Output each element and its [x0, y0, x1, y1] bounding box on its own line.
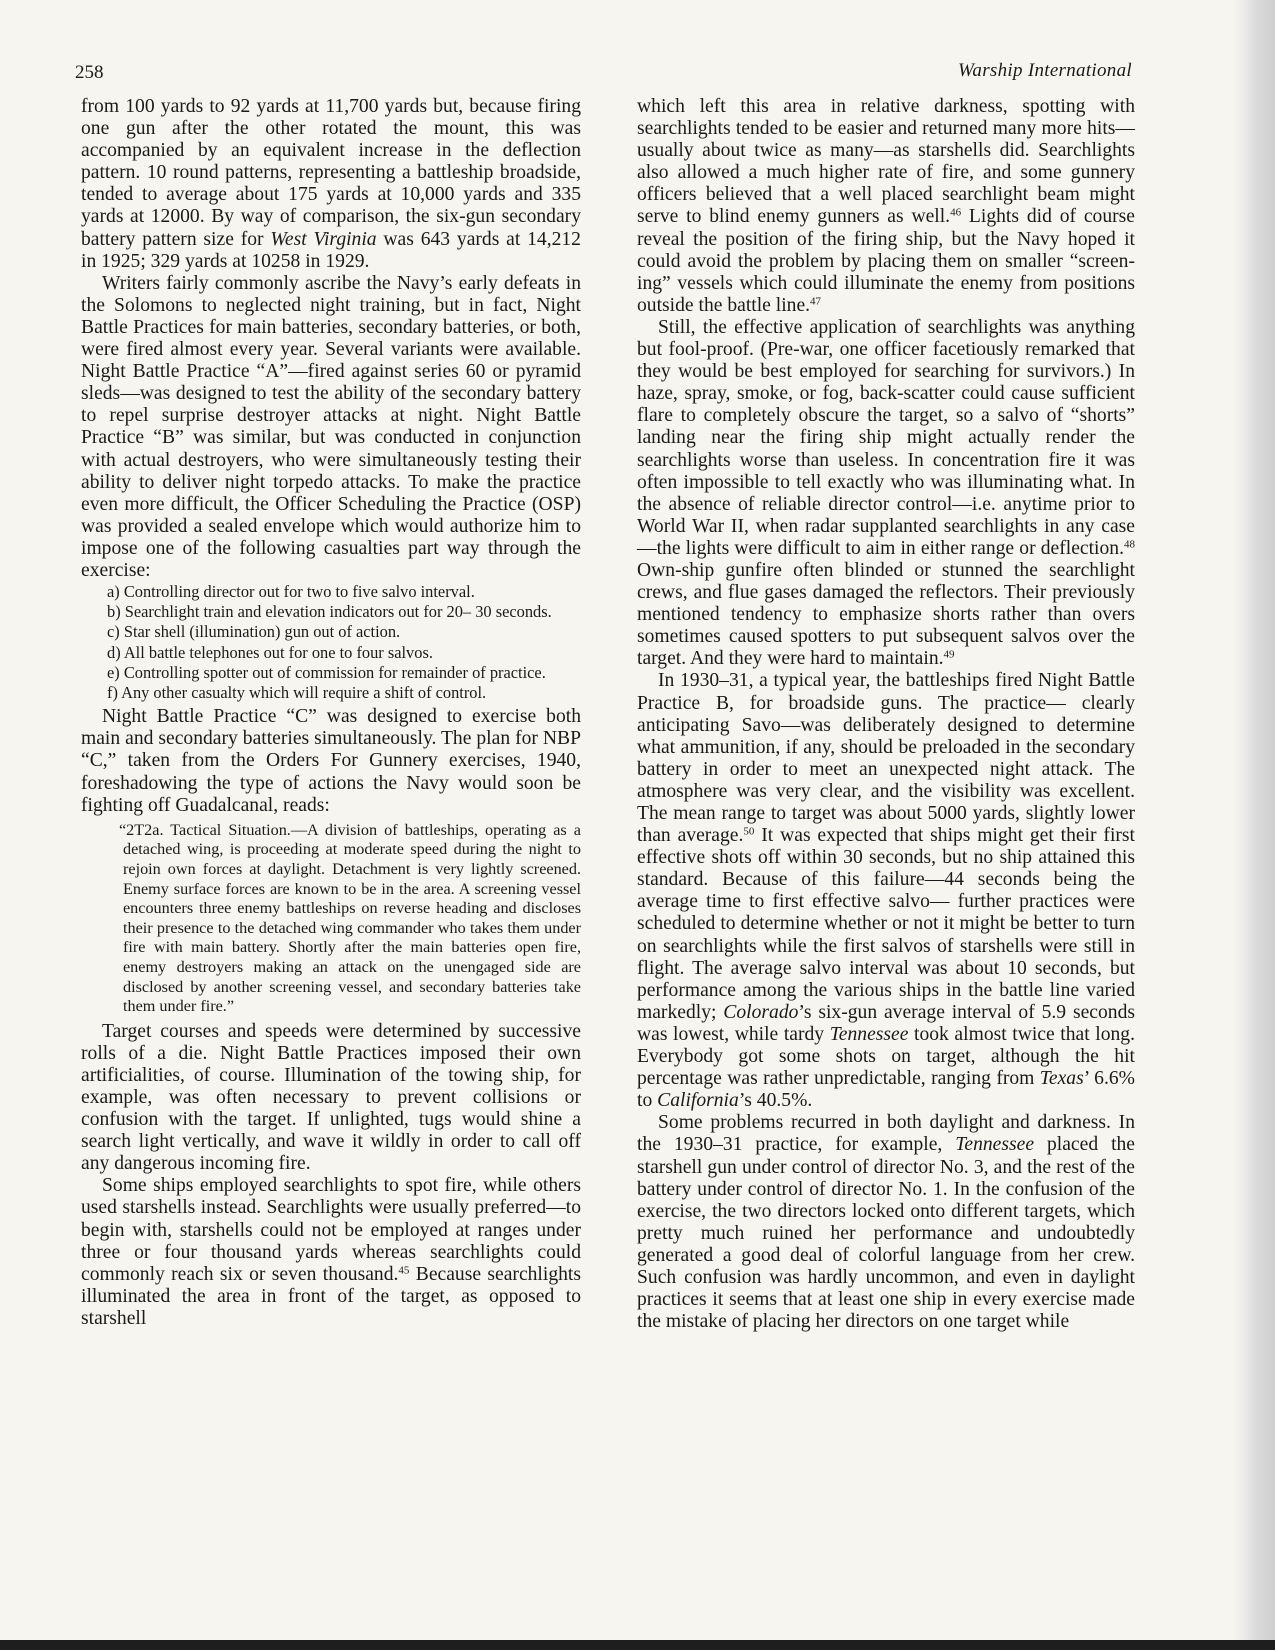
casualty-list: [81, 582, 581, 703]
paragraph: In 1930–31, a typical year, the battleships fired Night Battle Practice B, for broadside guns. The practice— clearly anticipating Savo—was deliberately designed to determine what ammunition, if any, should be preloaded in the secondary battery in order to meet an unexpected night attack. The atmosphere was very clear, and the visibility was excellent. The mean range to target was about 5000 yards, slightly lower than average.$^{50}$ It was expected that ships might get their first effective shots off within 30 seconds, but no ship attained this standard. Because of this failure—44 seconds being the average time to first effective salvo— further practices were scheduled to determine whether or not it might be better to turn on searchlights while the first salvos of starshells were still in flight. The average salvo interval was about 10 seconds, but performance among the various ships in the battle line varied markedly; Colorado’s six-gun average interval of 5.9 seconds was lowest, while tardy Tennessee took almost twice that long. Everybody got some shots on target, although the hit percentage was rather unpredictable, ranging from Texas’ 6.6% to California’s 40.5%.: [637, 670, 1135, 1112]
ship-name: West Virginia: [270, 228, 377, 250]
ship-name: Colorado: [723, 1001, 799, 1023]
footnote-ref: 49: [943, 648, 955, 661]
paragraph: Still, the effective application of searchlights was anything but fool-proof. (Pre-war, one officer facetiously remarked that they would be best employed for searching for survivors.) In haze, spray, smoke, or fog, back-scatter could cause sufficient flare to completely obscure the target, so a salvo of “shorts” landing near the firing ship might actually render the searchlights worse than useless. In concentration fire it was often impossible to tell exactly who was illuminating what. In the absence of reliable director control—i.e. anytime prior to World War II, when radar supplanted searchlights in any case—the lights were difficult to aim in either range or deflection.$^{48}$ Own-ship gunfire often blinded or stunned the searchlight crews, and flue gases damaged the reflectors. Their previously mentioned tendency to emphasize shorts rather than overs sometimes caused spotters to put subsequent salvos over the target. And they were hard to maintain.$^{49}$: [637, 316, 1135, 670]
list-item: d) All battle telephones out for one to four salvos.: [107, 642, 433, 662]
ship-name: California: [657, 1090, 739, 1112]
right-column: [637, 96, 1135, 1333]
left-column: [81, 96, 581, 1330]
scan-edge-bottom: [0, 1640, 1275, 1650]
ship-name: Tennessee: [829, 1023, 909, 1045]
ship-name: Tennessee: [955, 1134, 1035, 1156]
footnote-ref: 46: [950, 206, 962, 219]
paragraph: from 100 yards to 92 yards at 11,700 yards but, because firing one gun after the other rotated the mount, this was accompanied by an equivalent increase in the deflection pattern. 10 round patterns, representing a battleship broadside, tended to average about 175 yards at 10,000 yards and 335 yards at 12000. By way of comparison, the six-gun secondary battery pattern size for West Virginia was 643 yards at 14,212 in 1925; 329 yards at 10258 in 1929.: [81, 96, 581, 272]
list-item: f) Any other casualty which will require a shift of control.: [107, 683, 487, 703]
ship-name: Texas: [1039, 1068, 1084, 1090]
list-item: a) Controlling director out for two to five salvo interval.: [107, 582, 475, 602]
scan-edge-right: [1233, 0, 1275, 1650]
footnote-ref: 48: [1124, 538, 1135, 551]
block-quote: “2T2a. Tactical Situation.—A division of battleships, operating as a detached wing, is proceeding at moderate speed during the night to rejoin own forces at daylight. Detachment is very lightly screened. Enemy surface forces are known to be in the area. A screening vessel encounters three enemy battleships on reverse heading and discloses their presence to the detached wing commander who takes them under fire with main battery. Shortly after the main batteries open fire, enemy destroyers making an attack on the unengaged side are disclosed by another screening vessel, and secondary batteries take them under fire.”: [119, 820, 581, 1016]
list-item: e) Controlling spotter out of commission for remainder of practice.: [107, 662, 546, 682]
paragraph: Some problems recurred in both daylight and darkness. In the 1930–31 practice, for example, Tennessee placed the starshell gun under control of director No. 3, and the rest of the battery under control of director No. 1. In the confusion of the exercise, the two directors locked onto different targets, which pretty much ruined her performance and undoubtedly generated a good deal of colorful language from her crew. Such confusion was hardly uncommon, and even in daylight practices it seems that at least one ship in every exercise made the mistake of placing her directors on one target while: [637, 1112, 1136, 1333]
paragraph: Writers fairly commonly ascribe the Navy’s early defeats in the Solomons to neglected night training, but in fact, Night Battle Practices for main batteries, secondary batteries, or both, were fired almost every year. Several variants were available. Night Battle Practice “A”—fired against series 60 or pyramid sleds—was designed to test the ability of the secondary battery to repel surprise destroyer attacks at night. Night Battle Practice “B” was similar, but was conducted in conjunction with actual destroyers, who were simultaneously testing their ability to deliver night torpedo attacks. To make the practice even more difficult, the Officer Scheduling the Practice (OSP) was provided a sealed envelope which would authorize him to impose one of the following casualties part way through the exercise:: [81, 272, 581, 581]
list-item: c) Star shell (illumination) gun out of action.: [107, 622, 401, 642]
paragraph: Target courses and speeds were determined by successive rolls of a die. Night Battle Practices imposed their own artificialities, of course. Illumination of the towing ship, for example, was often necessary to prevent collisions or confusion with the target. If unlighted, tugs would shine a search light vertically, and wave it wildly in order to call off any dangerous incoming fire.: [81, 1020, 581, 1175]
running-head: Warship International: [958, 60, 1132, 81]
footnote-ref: 45: [398, 1264, 410, 1277]
paragraph: which left this area in relative darkness, spotting with searchlights tended to be easier and returned many more hits—usually about twice as many—as starshells did. Searchlights also allowed a much higher rate of fire, and some gunnery officers believed that a well placed searchlight beam might serve to blind enemy gunners as well.$^{46}$ Lights did of course reveal the position of the firing ship, but the Navy hoped it could avoid the problem by placing them on smaller “screening” vessels which could illuminate the enemy from positions outside the battle line.$^{47}$: [637, 96, 1136, 316]
list-item: b) Searchlight train and elevation indicators out for 20– 30 seconds.: [107, 602, 552, 622]
footnote-ref: 50: [743, 825, 755, 838]
page-number: 258: [75, 62, 104, 83]
paragraph: Night Battle Practice “C” was designed to exercise both main and secondary batteries simultaneously. The plan for NBP “C,” taken from the Orders For Gunnery exercises, 1940, foreshadowing the type of actions the Navy would soon be fighting off Guadalcanal, reads:: [81, 706, 581, 816]
paragraph: Some ships employed searchlights to spot fire, while others used starshells instead. Searchlights were usually preferred—to begin with, starshells could not be employed at ranges under three or four thousand yards whereas searchlights could commonly reach six or seven thousand.$^{45}$ Because searchlights illuminated the area in front of the target, as opposed to starshell: [81, 1175, 581, 1329]
footnote-ref: 47: [810, 295, 822, 308]
